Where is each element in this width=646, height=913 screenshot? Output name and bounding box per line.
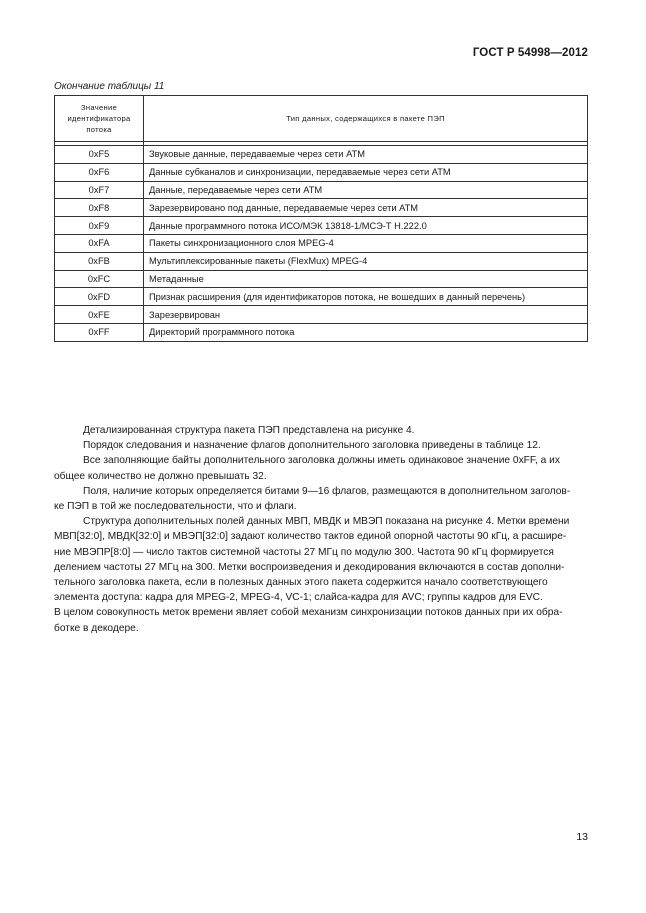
stream-id-cell: 0xF7 bbox=[55, 181, 144, 199]
paragraph-line: ке ПЭП в той же последовательности, что и флаги. bbox=[54, 501, 297, 513]
paragraph-line: МВП[32:0], МВДК[32:0] и МВЭП[32:0] задают количество тактов единой опорной частоты 90 кГц, а расшире- bbox=[54, 531, 567, 543]
table-row bbox=[55, 306, 588, 324]
paragraph-line: общее количество не должно превышать 32. bbox=[54, 470, 267, 482]
table-row bbox=[55, 163, 588, 181]
document-header: ГОСТ Р 54998—2012 bbox=[472, 47, 588, 59]
stream-id-cell: 0xFB bbox=[55, 252, 144, 270]
table-row bbox=[55, 146, 588, 164]
paragraph-line: элемента доступа: кадра для MPEG-2, MPEG-4, VC-1; слайса-кадра для AVC; группы кадров для EVC. bbox=[54, 592, 543, 604]
data-type-cell: Признак расширения (для идентификаторов потока, не вошедших в данный перечень) bbox=[144, 288, 588, 306]
table-caption: Окончание таблицы 11 bbox=[54, 81, 165, 92]
table-row bbox=[55, 252, 588, 270]
table-row bbox=[55, 270, 588, 288]
table-row bbox=[55, 199, 588, 217]
data-type-cell: Данные, передаваемые через сети АТМ bbox=[144, 181, 588, 199]
page-number: 13 bbox=[576, 831, 588, 843]
stream-id-cell: 0xF8 bbox=[55, 199, 144, 217]
data-type-cell: Звуковые данные, передаваемые через сети АТМ bbox=[144, 146, 588, 164]
data-type-cell: Директорий программного потока bbox=[144, 323, 588, 341]
paragraph-line: В целом совокупность меток времени являет собой механизм синхронизации потоков данных при их обра- bbox=[54, 607, 563, 619]
column-header-line: потока bbox=[86, 125, 112, 134]
stream-id-cell: 0xFE bbox=[55, 306, 144, 324]
table-row bbox=[55, 181, 588, 199]
data-type-cell: Зарезервирован bbox=[144, 306, 588, 324]
data-type-cell: Мультиплексированные пакеты (FlexMux) MPEG-4 bbox=[144, 252, 588, 270]
data-type-cell: Данные субканалов и синхронизации, передаваемые через сети АТМ bbox=[144, 163, 588, 181]
body-text bbox=[54, 423, 588, 636]
paragraph-line: делением частоты 27 МГц на 300. Метки воспроизведения и декодирования включаются в состав дополни- bbox=[54, 561, 565, 573]
stream-id-cell: 0xF6 bbox=[55, 163, 144, 181]
paragraph-line: Все заполняющие байты дополнительного заголовка должны иметь одинаковое значение 0xFF, а их bbox=[83, 455, 560, 467]
stream-id-cell: 0xFF bbox=[55, 323, 144, 341]
stream-id-cell: 0xFA bbox=[55, 234, 144, 252]
table-row bbox=[55, 323, 588, 341]
paragraph-line: ние МВЭПР[8:0] — число тактов системной частоты 27 МГц по модулю 300. Частота 90 кГц формируется bbox=[54, 546, 554, 558]
stream-id-cell: 0xFD bbox=[55, 288, 144, 306]
column-header-line: Значение bbox=[80, 103, 118, 112]
paragraph-line: Поля, наличие которых определяется битами 9—16 флагов, размещаются в дополнительном заголов- bbox=[83, 485, 571, 497]
paragraph-line: Структура дополнительных полей данных МВП, МВДК и МВЭП показана на рисунке 4. Метки времени bbox=[83, 516, 570, 528]
paragraph-line: Детализированная структура пакета ПЭП представлена на рисунке 4. bbox=[83, 425, 415, 436]
stream-id-cell: 0xF5 bbox=[55, 146, 144, 164]
data-type-cell: Данные программного потока ИСО/МЭК 13818-1/МСЭ-Т H.222.0 bbox=[144, 217, 588, 235]
table-row bbox=[55, 288, 588, 306]
column-header-data-type: Тип данных, содержащихся в пакете ПЭП bbox=[144, 96, 588, 142]
table-row bbox=[55, 217, 588, 235]
paragraph-line: тельного заголовка пакета, если в полезных данных этого пакета содержится начало соответствующего bbox=[54, 577, 548, 589]
data-type-cell: Метаданные bbox=[144, 270, 588, 288]
paragraph-line: Порядок следования и назначение флагов дополнительного заголовка приведены в таблице 12. bbox=[83, 440, 541, 452]
data-type-cell: Зарезервировано под данные, передаваемые через сети АТМ bbox=[144, 199, 588, 217]
stream-id-cell: 0xF9 bbox=[55, 217, 144, 235]
table-body bbox=[55, 146, 588, 342]
paragraph-line: ботке в декодере. bbox=[54, 622, 139, 634]
table-row bbox=[55, 234, 588, 252]
stream-id-table bbox=[54, 95, 588, 342]
column-header-line: идентификатора bbox=[67, 114, 131, 123]
column-header-stream-id bbox=[55, 96, 144, 142]
data-type-cell: Пакеты синхронизационного слоя MPEG-4 bbox=[144, 234, 588, 252]
stream-id-cell: 0xFC bbox=[55, 270, 144, 288]
table-header-row bbox=[55, 96, 588, 142]
